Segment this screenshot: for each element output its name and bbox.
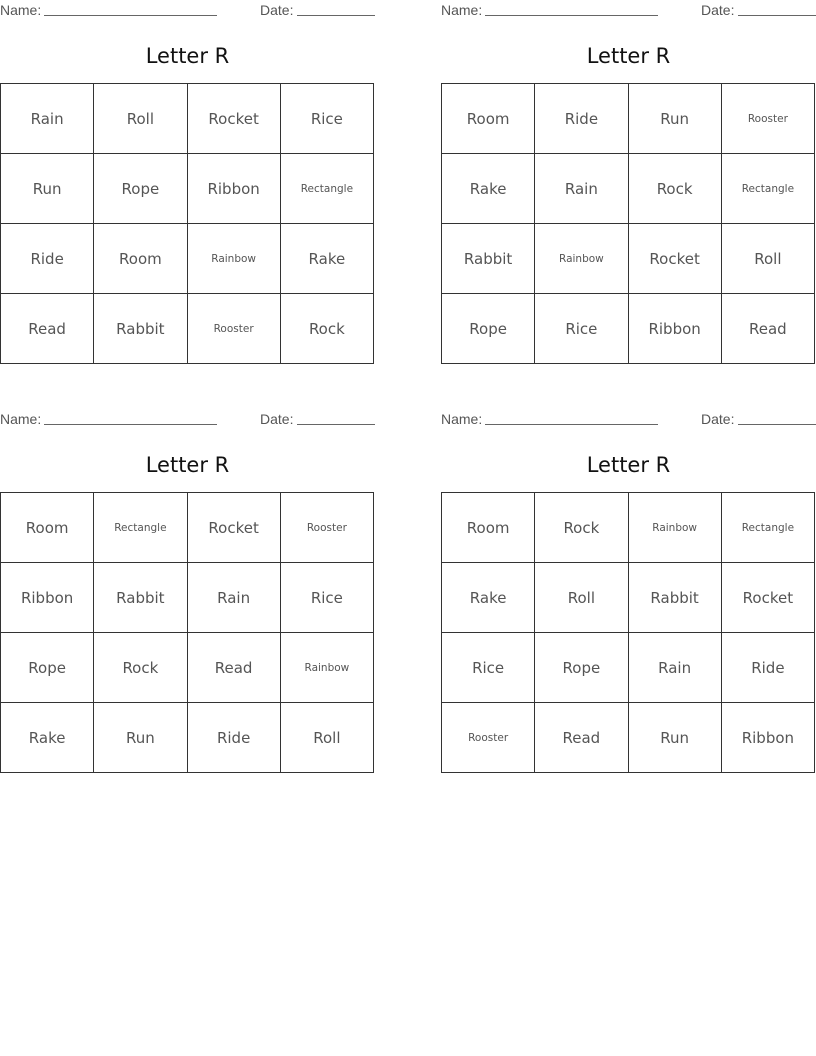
header-line [0,409,375,429]
grid-cell: Rectangle [721,154,814,224]
grid-cell: Read [1,294,94,364]
grid-cell: Rice [442,633,535,703]
grid-cell: Rain [535,154,628,224]
date-blank-line [297,15,375,16]
date-blank-line [738,15,816,16]
grid-cell: Rock [628,154,721,224]
grid-cell: Room [1,493,94,563]
grid-cell: Rock [535,493,628,563]
grid-cell: Ribbon [628,294,721,364]
grid-cell: Ride [721,633,814,703]
name-blank-line [485,15,658,16]
grid-cell: Rice [280,84,373,154]
grid-cell: Ride [187,703,280,773]
grid-cell: Rectangle [721,493,814,563]
grid-cell: Rain [1,84,94,154]
grid-row [442,294,815,364]
grid-cell: Read [535,703,628,773]
grid-cell: Rainbow [535,224,628,294]
bingo-card-2 [441,0,816,338]
grid-cell: Rake [442,154,535,224]
card-title: Letter R [145,453,230,477]
bingo-grid [0,492,374,773]
date-label: Date: [260,411,294,427]
name-blank-line [485,424,658,425]
grid-cell: Rectangle [94,493,187,563]
grid-row [442,84,815,154]
grid-cell: Roll [94,84,187,154]
grid-row [442,493,815,563]
name-blank-line [44,424,217,425]
grid-cell: Rocket [187,493,280,563]
grid-cell: Rain [628,633,721,703]
grid-cell: Rainbow [628,493,721,563]
grid-row [1,703,374,773]
date-label: Date: [701,2,735,18]
grid-cell: Rake [280,224,373,294]
header-line [441,0,816,20]
bingo-card-4 [441,409,816,747]
grid-cell: Rabbit [628,563,721,633]
bingo-grid [441,492,815,773]
grid-row [442,224,815,294]
grid-cell: Rabbit [442,224,535,294]
grid-row [442,703,815,773]
grid-cell: Ride [535,84,628,154]
grid-cell: Run [94,703,187,773]
bingo-grid [0,83,374,364]
grid-cell: Read [721,294,814,364]
grid-row [442,154,815,224]
grid-row [1,224,374,294]
grid-cell: Ride [1,224,94,294]
grid-cell: Rocket [187,84,280,154]
grid-cell: Rectangle [280,154,373,224]
header-line [0,0,375,20]
grid-cell: Rooster [187,294,280,364]
grid-cell: Roll [721,224,814,294]
card-title: Letter R [586,44,671,68]
header-line [441,409,816,429]
grid-cell: Roll [280,703,373,773]
name-label: Name: [0,411,42,427]
grid-cell: Run [628,84,721,154]
grid-cell: Rope [94,154,187,224]
name-label: Name: [0,2,42,18]
grid-cell: Rope [1,633,94,703]
grid-cell: Rock [94,633,187,703]
grid-row [1,154,374,224]
grid-row [1,563,374,633]
grid-cell: Room [94,224,187,294]
grid-cell: Rain [187,563,280,633]
date-blank-line [738,424,816,425]
grid-cell: Ribbon [187,154,280,224]
grid-cell: Room [442,493,535,563]
grid-cell: Room [442,84,535,154]
grid-cell: Rope [442,294,535,364]
grid-cell: Roll [535,563,628,633]
grid-cell: Rabbit [94,563,187,633]
grid-cell: Rocket [628,224,721,294]
grid-cell: Rake [1,703,94,773]
grid-row [1,294,374,364]
date-label: Date: [260,2,294,18]
grid-row [1,633,374,703]
name-label: Name: [441,411,483,427]
grid-cell: Rice [280,563,373,633]
grid-cell: Rice [535,294,628,364]
date-blank-line [297,424,375,425]
grid-cell: Rabbit [94,294,187,364]
grid-cell: Read [187,633,280,703]
grid-cell: Rooster [442,703,535,773]
bingo-grid [441,83,815,364]
grid-row [1,493,374,563]
bingo-card-3 [0,409,375,747]
grid-row [442,563,815,633]
name-label: Name: [441,2,483,18]
grid-cell: Run [628,703,721,773]
name-blank-line [44,15,217,16]
grid-cell: Rainbow [187,224,280,294]
grid-cell: Rainbow [280,633,373,703]
grid-cell: Ribbon [721,703,814,773]
card-title: Letter R [586,453,671,477]
grid-row [442,633,815,703]
grid-cell: Rocket [721,563,814,633]
grid-cell: Rope [535,633,628,703]
grid-cell: Rock [280,294,373,364]
grid-cell: Rake [442,563,535,633]
grid-row [1,84,374,154]
card-title: Letter R [145,44,230,68]
grid-cell: Rooster [721,84,814,154]
date-label: Date: [701,411,735,427]
grid-cell: Run [1,154,94,224]
grid-cell: Rooster [280,493,373,563]
grid-cell: Ribbon [1,563,94,633]
bingo-card-1 [0,0,375,338]
